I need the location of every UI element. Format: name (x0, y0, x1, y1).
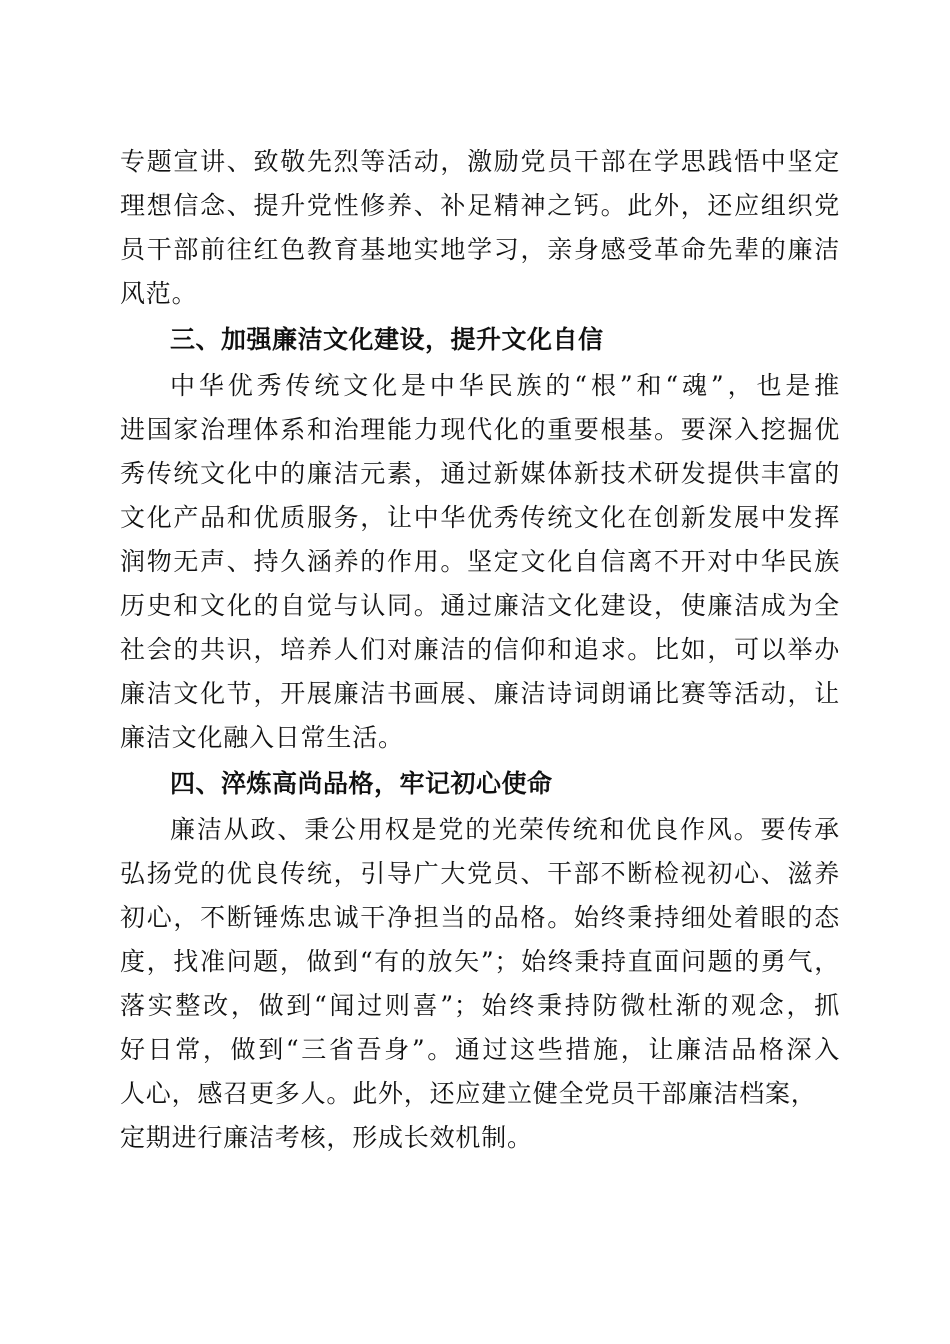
paragraph-line: 中华优秀传统文化是中华民族的“根”和“魂”，也是推 (170, 371, 840, 400)
paragraph-line: 廉洁文化融入日常生活。 (120, 723, 404, 752)
paragraph-line: 润物无声、持久涵养的作用。坚定文化自信离不开对中华民族 (120, 547, 840, 576)
paragraph-line: 员干部前往红色教育基地实地学习，亲身感受革命先辈的廉洁 (120, 235, 840, 264)
paragraph-line: 风范。 (120, 279, 198, 308)
paragraph-line: 人心，感召更多人。此外，还应建立健全党员干部廉洁档案， (120, 1079, 817, 1108)
paragraph-line: 弘扬党的优良传统，引导广大党员、干部不断检视初心、滋养 (120, 859, 840, 888)
section-heading: 三、加强廉洁文化建设，提升文化自信 (170, 325, 604, 354)
paragraph-line: 文化产品和优质服务，让中华优秀传统文化在创新发展中发挥 (120, 503, 840, 532)
paragraph-line: 好日常，做到“三省吾身”。通过这些措施，让廉洁品格深入 (120, 1035, 840, 1064)
paragraph-line: 秀传统文化中的廉洁元素，通过新媒体新技术研发提供丰富的 (120, 459, 840, 488)
paragraph-line: 度，找准问题，做到“有的放矢”；始终秉持直面问题的勇气， (120, 947, 840, 976)
paragraph-line: 历史和文化的自觉与认同。通过廉洁文化建设，使廉洁成为全 (120, 591, 840, 620)
paragraph-line: 廉洁从政、秉公用权是党的光荣传统和优良作风。要传承 (170, 815, 840, 844)
paragraph-line: 初心，不断锤炼忠诚干净担当的品格。始终秉持细处着眼的态 (120, 903, 840, 932)
section-heading: 四、淬炼高尚品格，牢记初心使命 (170, 769, 553, 798)
paragraph-line: 定期进行廉洁考核，形成长效机制。 (120, 1123, 533, 1152)
paragraph-line: 廉洁文化节，开展廉洁书画展、廉洁诗词朗诵比赛等活动，让 (120, 679, 840, 708)
paragraph-line: 理想信念、提升党性修养、补足精神之钙。此外，还应组织党 (120, 191, 840, 220)
paragraph-line: 社会的共识，培养人们对廉洁的信仰和追求。比如，可以举办 (120, 635, 840, 664)
paragraph-line: 专题宣讲、致敬先烈等活动，激励党员干部在学思践悟中坚定 (120, 147, 840, 176)
paragraph-line: 落实整改，做到“闻过则喜”；始终秉持防微杜渐的观念，抓 (120, 991, 840, 1020)
paragraph-line: 进国家治理体系和治理能力现代化的重要根基。要深入挖掘优 (120, 415, 840, 444)
